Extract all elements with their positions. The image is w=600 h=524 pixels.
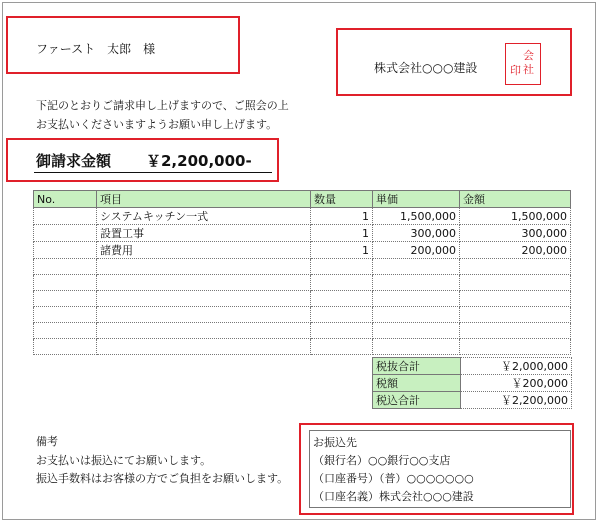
cell-unit-price: 200,000 [373,242,460,259]
cell-item: システムキッチン一式 [97,208,311,225]
cell-unit-price [373,323,460,339]
total-underline [34,172,272,173]
cell-no [34,275,97,291]
cell-qty [311,291,373,307]
cell-no [34,323,97,339]
note-line-1: お支払いは振込にてお願いします。 [36,454,212,467]
total-amount: ￥2,200,000- [146,152,252,170]
cell-qty [311,339,373,355]
cell-qty: 1 [311,242,373,259]
cell-unit-price: 300,000 [373,225,460,242]
cell-unit-price [373,339,460,355]
cell-amount [460,259,571,275]
cell-item: 諸費用 [97,242,311,259]
cell-no [34,291,97,307]
cell-amount: 300,000 [460,225,571,242]
cell-item [97,259,311,275]
cell-no [34,339,97,355]
total-label: 御請求金額 [36,152,112,170]
header-item: 項目 [97,191,311,208]
cell-amount: 1,500,000 [460,208,571,225]
cell-qty [311,323,373,339]
cell-no [34,242,97,259]
cell-qty [311,307,373,323]
header-qty: 数量 [311,191,373,208]
recipient-name: ファースト 太郎 様 [36,42,156,56]
cell-no [34,307,97,323]
table-header-row [34,191,571,208]
table-row [34,323,571,339]
totals-label: 税抜合計 [373,358,461,375]
cell-no [34,259,97,275]
bank-name: （銀行名）○○銀行○○支店 [313,454,451,467]
items-table [33,190,571,355]
table-row [34,275,571,291]
note-line-2: 振込手数料はお客様の方でご負担をお願いします。 [36,472,289,485]
company-seal [505,43,541,85]
seal-char: 印 [510,64,521,77]
table-row [34,208,571,225]
cell-amount [460,339,571,355]
totals-row [373,358,572,375]
totals-value: ￥200,000 [461,375,572,392]
bank-account-number: （口座番号）（普）○○○○○○○ [313,472,474,485]
cell-item [97,323,311,339]
table-row [34,307,571,323]
cell-amount [460,291,571,307]
cell-unit-price [373,259,460,275]
cell-qty: 1 [311,208,373,225]
table-row [34,225,571,242]
seal-char: 社 [523,63,534,76]
cell-no [34,225,97,242]
totals-value: ￥2,000,000 [461,358,572,375]
cell-unit-price [373,307,460,323]
header-unit-price: 単価 [373,191,460,208]
table-row [34,291,571,307]
seal-char: 会 [523,49,534,62]
cell-unit-price: 1,500,000 [373,208,460,225]
cell-no [34,208,97,225]
notes-title: 備考 [36,435,58,448]
table-row [34,242,571,259]
cell-amount [460,275,571,291]
cell-qty [311,275,373,291]
header-amount: 金額 [460,191,571,208]
totals-label: 税額 [373,375,461,392]
cell-amount [460,323,571,339]
table-row [34,339,571,355]
cell-qty [311,259,373,275]
intro-line-1: 下記のとおりご請求申し上げますので、ご照会の上 [36,99,289,112]
totals-row [373,392,572,409]
totals-row [373,375,572,392]
totals-label: 税込合計 [373,392,461,409]
table-row [34,259,571,275]
bank-account-holder: （口座名義）株式会社○○○建設 [313,490,474,503]
cell-item [97,307,311,323]
cell-item [97,275,311,291]
cell-amount [460,307,571,323]
totals-table [372,357,572,409]
bank-title: お振込先 [313,436,357,449]
cell-qty: 1 [311,225,373,242]
issuer-company-name: 株式会社○○○建設 [374,61,478,75]
cell-unit-price [373,291,460,307]
totals-value: ￥2,200,000 [461,392,572,409]
cell-amount: 200,000 [460,242,571,259]
cell-item [97,339,311,355]
cell-unit-price [373,275,460,291]
cell-item: 設置工事 [97,225,311,242]
cell-item [97,291,311,307]
header-no: No. [34,191,97,208]
intro-line-2: お支払いくださいますようお願い申し上げます。 [36,118,278,131]
